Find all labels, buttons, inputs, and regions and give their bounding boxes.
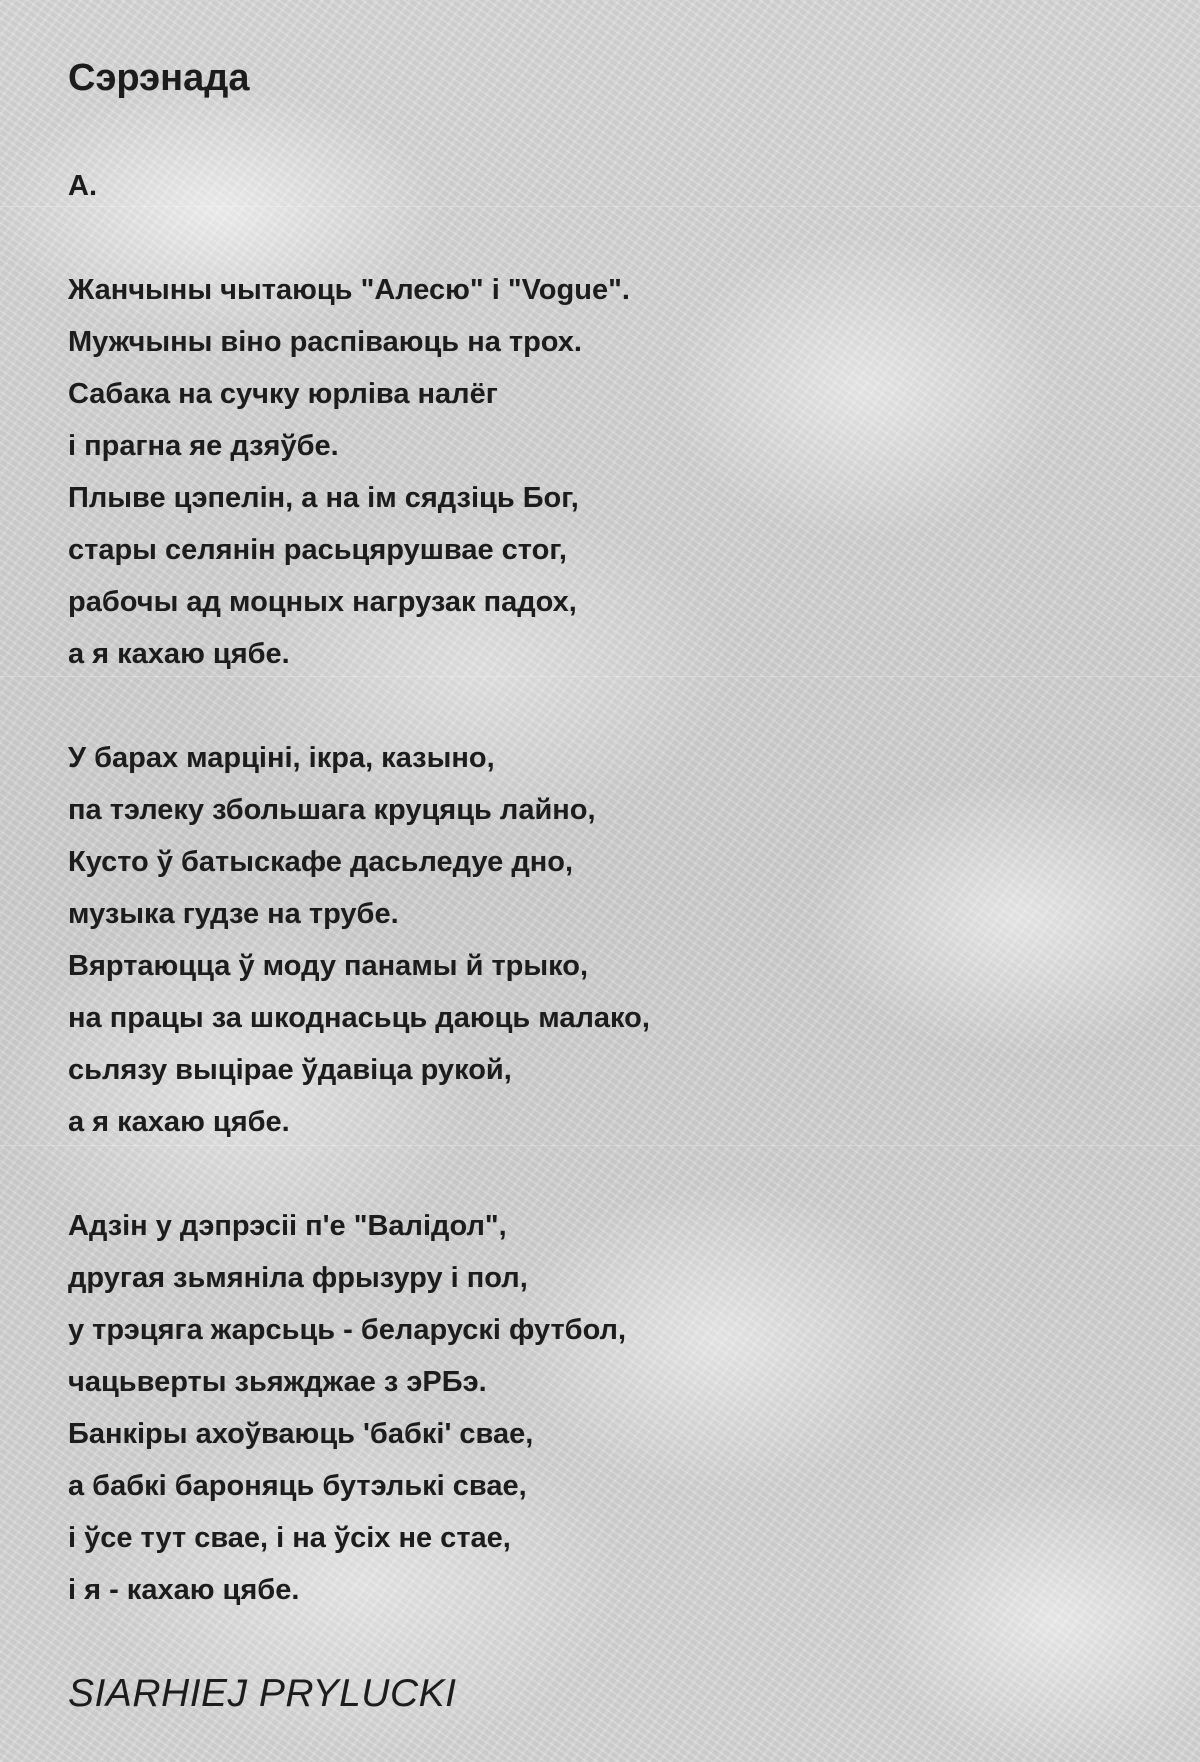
poem-line: Сабака на сучку юрліва налёг: [68, 378, 498, 410]
poem-line: Мужчыны віно распіваюць на трох.: [68, 326, 582, 358]
poem-line: Адзін у дэпрэсіі п'е "Валідол",: [68, 1210, 507, 1242]
poem-line: рабочы ад моцных нагрузак падох,: [68, 586, 577, 618]
poem-line: а я кахаю цябе.: [68, 1106, 290, 1138]
poem-line: Плыве цэпелін, а на ім сядзіць Бог,: [68, 482, 579, 514]
poem-line: і прагна яе дзяўбе.: [68, 430, 339, 462]
stanza-3: [68, 1200, 1148, 1616]
stanza-2: [68, 732, 1148, 1148]
poem-line: Кусто ў батыскафе дасьледуе дно,: [68, 846, 574, 878]
poem-line: У барах марціні, ікра, казыно,: [68, 742, 495, 774]
poem-line: Банкіры ахоўваюць 'бабкі' свае,: [68, 1418, 534, 1450]
poem-line: музыка гудзе на трубе.: [68, 898, 399, 930]
poem-line: чацьверты зьяжджае з эРБэ.: [68, 1366, 487, 1398]
poem-author: SIARHIEJ PRYLUCKI: [68, 1672, 457, 1715]
poem-line: і ўсе тут свае, і на ўсіх не стае,: [68, 1522, 511, 1554]
poem-line: а бабкі бароняць бутэлькі свае,: [68, 1470, 527, 1502]
stanza-1: [68, 264, 1148, 680]
poem-line: Вяртаюцца ў моду панамы й трыко,: [68, 950, 589, 982]
poem-line: стары селянін расьцярушвае стог,: [68, 534, 567, 566]
poem-line: на працы за шкоднасьць даюць малако,: [68, 1002, 650, 1034]
poem-container: [68, 52, 1148, 1720]
poem-title: Сэрэнада: [68, 57, 250, 99]
poem-line: па тэлеку збольшага круцяць лайно,: [68, 794, 596, 826]
poem-line: сьлязу выцірае ўдавіца рукой,: [68, 1054, 512, 1086]
poem-line: у трэцяга жарсьць - беларускі футбол,: [68, 1314, 627, 1346]
poem-line: Жанчыны чытаюць "Алесю" і "Vogue".: [68, 274, 630, 306]
poem-line: а я кахаю цябе.: [68, 638, 290, 670]
poem-line: і я - кахаю цябе.: [68, 1574, 300, 1606]
poem-dedication: А.: [68, 170, 97, 202]
poem-line: другая зьмяніла фрызуру і пол,: [68, 1262, 528, 1294]
